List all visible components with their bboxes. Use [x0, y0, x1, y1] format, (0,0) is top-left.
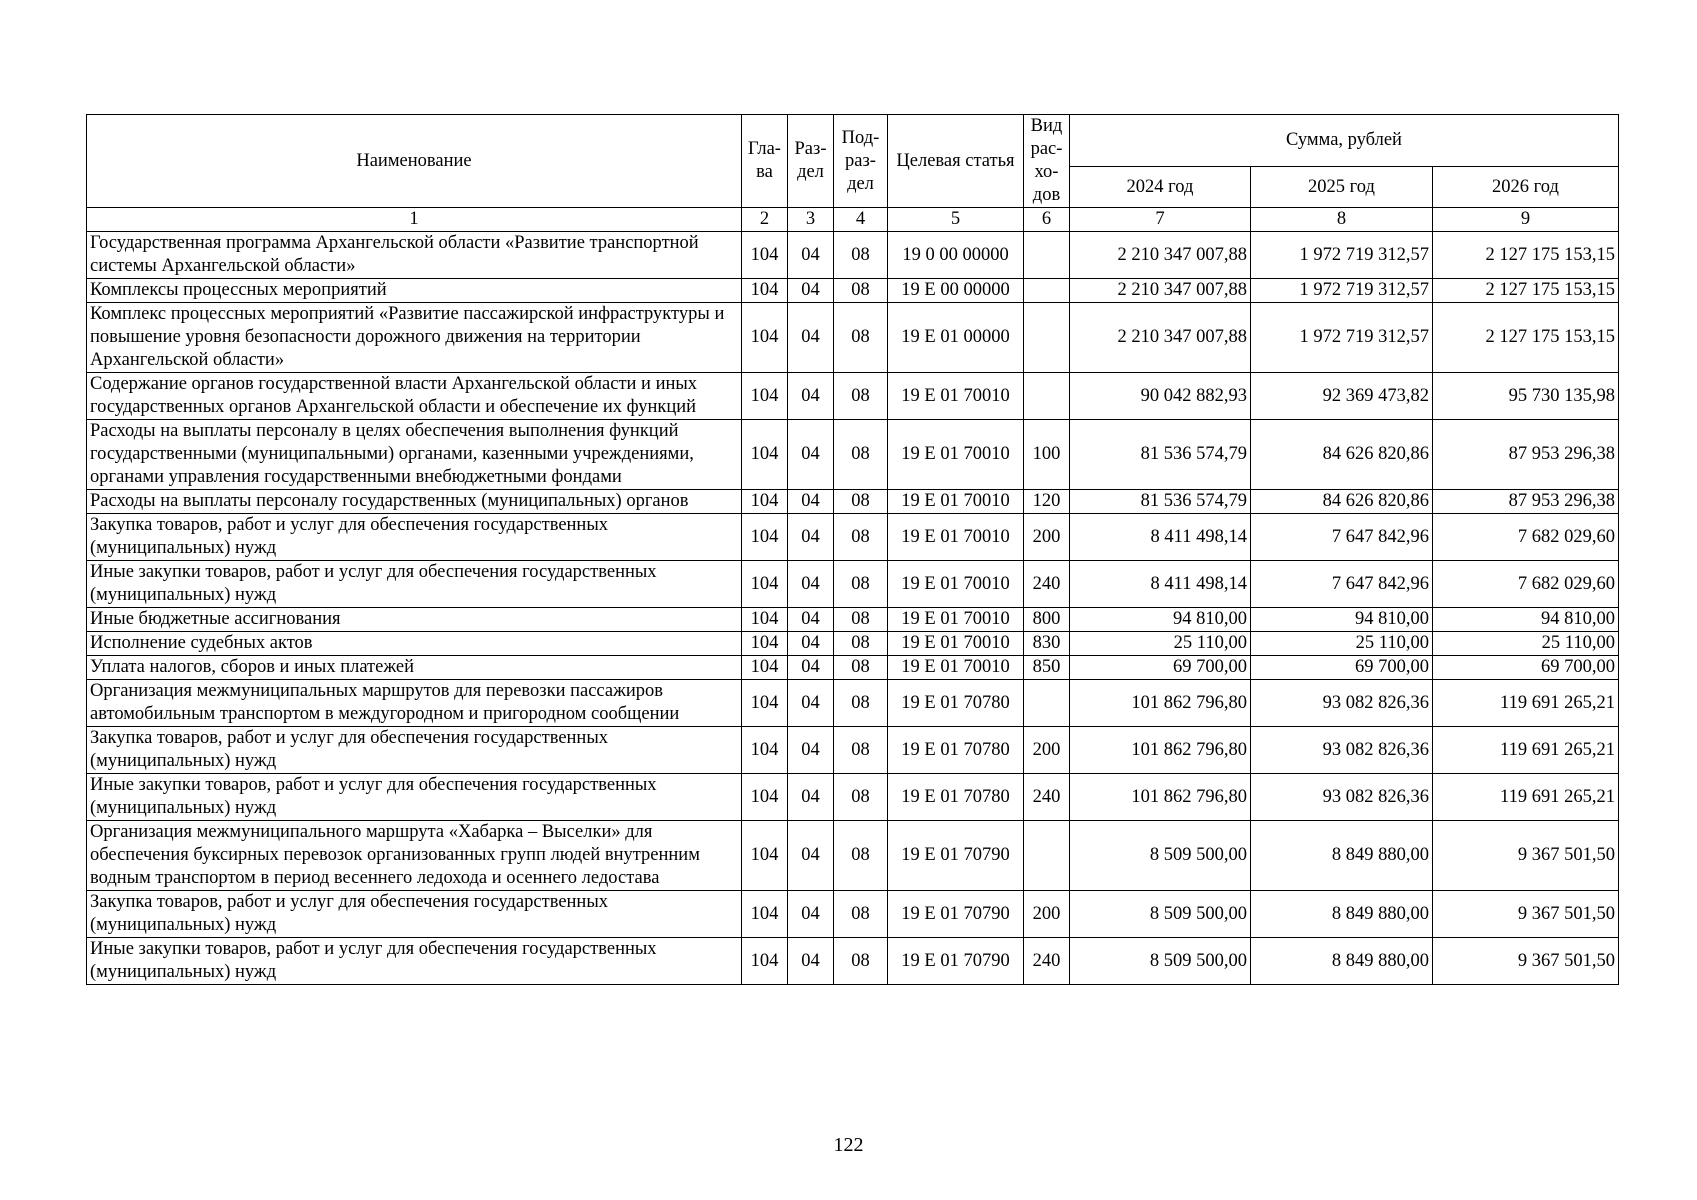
row-amount-2024: 101 862 796,80: [1070, 774, 1251, 821]
row-amount-2025: 1 972 719 312,57: [1251, 279, 1433, 303]
row-name: Иные бюджетные ассигнования: [87, 608, 742, 632]
row-vid: 120: [1024, 490, 1070, 514]
row-tselevaya: 19 Е 01 70010: [888, 420, 1024, 490]
row-amount-2025: 93 082 826,36: [1251, 680, 1433, 727]
row-tselevaya: 19 Е 00 00000: [888, 279, 1024, 303]
table-row: [87, 514, 1619, 561]
row-glava: 104: [742, 232, 788, 279]
row-amount-2026: 94 810,00: [1433, 608, 1619, 632]
column-number: 4: [834, 208, 888, 232]
row-podrazdel: 08: [834, 727, 888, 774]
row-glava: 104: [742, 608, 788, 632]
page-number: 122: [833, 1134, 864, 1156]
row-amount-2025: 7 647 842,96: [1251, 514, 1433, 561]
row-tselevaya: 19 Е 01 70010: [888, 632, 1024, 656]
row-amount-2026: 87 953 296,38: [1433, 490, 1619, 514]
row-vid: 240: [1024, 774, 1070, 821]
row-tselevaya: 19 Е 01 70010: [888, 490, 1024, 514]
column-number-row: [87, 208, 1619, 232]
row-name: Иные закупки товаров, работ и услуг для обеспечения государственных (муниципальных) нужд: [87, 774, 742, 821]
row-name: Содержание органов государственной власти Архангельской области и иных государственных органов Архангельской области и обеспечение их функций: [87, 373, 742, 420]
row-amount-2024: 8 411 498,14: [1070, 514, 1251, 561]
row-tselevaya: 19 Е 01 70010: [888, 561, 1024, 608]
row-vid: 100: [1024, 420, 1070, 490]
row-glava: 104: [742, 774, 788, 821]
row-glava: 104: [742, 821, 788, 891]
row-podrazdel: 08: [834, 891, 888, 938]
row-razdel: 04: [788, 774, 834, 821]
column-number: 8: [1251, 208, 1433, 232]
row-tselevaya: 19 Е 01 70790: [888, 938, 1024, 985]
row-glava: 104: [742, 561, 788, 608]
column-number: 9: [1433, 208, 1619, 232]
table-row: [87, 490, 1619, 514]
column-number: 3: [788, 208, 834, 232]
row-vid: [1024, 232, 1070, 279]
row-amount-2025: 69 700,00: [1251, 656, 1433, 680]
row-tselevaya: 19 Е 01 00000: [888, 303, 1024, 373]
row-name: Комплексы процессных мероприятий: [87, 279, 742, 303]
row-razdel: 04: [788, 891, 834, 938]
row-amount-2025: 93 082 826,36: [1251, 774, 1433, 821]
row-vid: 240: [1024, 938, 1070, 985]
row-podrazdel: 08: [834, 420, 888, 490]
row-amount-2026: 87 953 296,38: [1433, 420, 1619, 490]
row-amount-2026: 119 691 265,21: [1433, 727, 1619, 774]
row-razdel: 04: [788, 279, 834, 303]
row-name: Организация межмуниципальных маршрутов для перевозки пассажиров автомобильным транспортом в междугородном и пригородном сообщении: [87, 680, 742, 727]
row-name: Комплекс процессных мероприятий «Развитие пассажирской инфраструктуры и повышение уровня безопасности дорожного движения на территории Архангельской области»: [87, 303, 742, 373]
row-amount-2025: 25 110,00: [1251, 632, 1433, 656]
row-amount-2024: 2 210 347 007,88: [1070, 279, 1251, 303]
row-amount-2026: 7 682 029,60: [1433, 561, 1619, 608]
row-name: Организация межмуниципального маршрута «Хабарка – Выселки» для обеспечения буксирных перевозок организованных групп людей внутренним водным транспортом в период весеннего ледохода и осеннего ледостава: [87, 821, 742, 891]
row-razdel: 04: [788, 938, 834, 985]
row-podrazdel: 08: [834, 373, 888, 420]
row-vid: [1024, 821, 1070, 891]
row-vid: [1024, 279, 1070, 303]
table-body: [87, 232, 1619, 985]
row-podrazdel: 08: [834, 938, 888, 985]
row-amount-2024: 90 042 882,93: [1070, 373, 1251, 420]
row-podrazdel: 08: [834, 774, 888, 821]
row-razdel: 04: [788, 656, 834, 680]
row-vid: 850: [1024, 656, 1070, 680]
row-amount-2026: 7 682 029,60: [1433, 514, 1619, 561]
row-podrazdel: 08: [834, 608, 888, 632]
row-name: Исполнение судебных актов: [87, 632, 742, 656]
row-glava: 104: [742, 632, 788, 656]
row-amount-2025: 8 849 880,00: [1251, 821, 1433, 891]
row-amount-2024: 25 110,00: [1070, 632, 1251, 656]
row-tselevaya: 19 0 00 00000: [888, 232, 1024, 279]
table-row: [87, 232, 1619, 279]
row-podrazdel: 08: [834, 632, 888, 656]
table-row: [87, 608, 1619, 632]
row-razdel: 04: [788, 561, 834, 608]
row-tselevaya: 19 Е 01 70010: [888, 656, 1024, 680]
row-vid: [1024, 680, 1070, 727]
header-row-main: [87, 115, 1619, 167]
row-tselevaya: 19 Е 01 70780: [888, 680, 1024, 727]
table-row: [87, 279, 1619, 303]
row-glava: 104: [742, 680, 788, 727]
row-glava: 104: [742, 420, 788, 490]
column-number: 1: [87, 208, 742, 232]
row-amount-2024: 101 862 796,80: [1070, 727, 1251, 774]
header-podrazdel: Под-раз-дел: [834, 115, 888, 208]
table-row: [87, 680, 1619, 727]
row-amount-2024: 101 862 796,80: [1070, 680, 1251, 727]
row-vid: 200: [1024, 891, 1070, 938]
budget-table: [86, 114, 1619, 985]
row-podrazdel: 08: [834, 490, 888, 514]
row-tselevaya: 19 Е 01 70780: [888, 774, 1024, 821]
table-row: [87, 373, 1619, 420]
row-amount-2025: 93 082 826,36: [1251, 727, 1433, 774]
row-razdel: 04: [788, 373, 834, 420]
row-amount-2026: 119 691 265,21: [1433, 680, 1619, 727]
row-tselevaya: 19 Е 01 70010: [888, 608, 1024, 632]
row-glava: 104: [742, 727, 788, 774]
row-tselevaya: 19 Е 01 70010: [888, 514, 1024, 561]
row-amount-2024: 8 411 498,14: [1070, 561, 1251, 608]
row-vid: 200: [1024, 514, 1070, 561]
column-number: 5: [888, 208, 1024, 232]
header-year-2024: 2024 год: [1070, 167, 1251, 208]
row-amount-2026: 69 700,00: [1433, 656, 1619, 680]
row-name: Иные закупки товаров, работ и услуг для обеспечения государственных (муниципальных) нужд: [87, 561, 742, 608]
row-podrazdel: 08: [834, 561, 888, 608]
header-tselevaya: Целевая статья: [888, 115, 1024, 208]
row-amount-2026: 25 110,00: [1433, 632, 1619, 656]
table-row: [87, 303, 1619, 373]
row-podrazdel: 08: [834, 656, 888, 680]
row-podrazdel: 08: [834, 232, 888, 279]
row-amount-2024: 8 509 500,00: [1070, 938, 1251, 985]
table-row: [87, 420, 1619, 490]
row-amount-2025: 7 647 842,96: [1251, 561, 1433, 608]
row-amount-2026: 2 127 175 153,15: [1433, 232, 1619, 279]
row-tselevaya: 19 Е 01 70790: [888, 891, 1024, 938]
row-name: Расходы на выплаты персоналу государственных (муниципальных) органов: [87, 490, 742, 514]
row-amount-2024: 2 210 347 007,88: [1070, 303, 1251, 373]
row-glava: 104: [742, 938, 788, 985]
table-row: [87, 774, 1619, 821]
row-name: Закупка товаров, работ и услуг для обеспечения государственных (муниципальных) нужд: [87, 891, 742, 938]
row-tselevaya: 19 Е 01 70010: [888, 373, 1024, 420]
row-glava: 104: [742, 514, 788, 561]
row-glava: 104: [742, 373, 788, 420]
column-number: 6: [1024, 208, 1070, 232]
header-vid: Вид рас-хо-дов: [1024, 115, 1070, 208]
row-name: Закупка товаров, работ и услуг для обеспечения государственных (муниципальных) нужд: [87, 514, 742, 561]
row-vid: 830: [1024, 632, 1070, 656]
row-tselevaya: 19 Е 01 70790: [888, 821, 1024, 891]
row-amount-2024: 8 509 500,00: [1070, 821, 1251, 891]
row-amount-2025: 8 849 880,00: [1251, 891, 1433, 938]
row-amount-2024: 94 810,00: [1070, 608, 1251, 632]
table-row: [87, 561, 1619, 608]
row-razdel: 04: [788, 303, 834, 373]
row-glava: 104: [742, 656, 788, 680]
header-razdel: Раз-дел: [788, 115, 834, 208]
row-podrazdel: 08: [834, 279, 888, 303]
row-podrazdel: 08: [834, 514, 888, 561]
row-amount-2024: 81 536 574,79: [1070, 420, 1251, 490]
row-podrazdel: 08: [834, 303, 888, 373]
row-amount-2025: 92 369 473,82: [1251, 373, 1433, 420]
row-vid: [1024, 303, 1070, 373]
row-podrazdel: 08: [834, 821, 888, 891]
row-razdel: 04: [788, 680, 834, 727]
row-razdel: 04: [788, 727, 834, 774]
row-razdel: 04: [788, 420, 834, 490]
row-razdel: 04: [788, 632, 834, 656]
row-amount-2026: 2 127 175 153,15: [1433, 303, 1619, 373]
row-glava: 104: [742, 490, 788, 514]
row-glava: 104: [742, 891, 788, 938]
row-amount-2026: 9 367 501,50: [1433, 821, 1619, 891]
row-amount-2026: 95 730 135,98: [1433, 373, 1619, 420]
row-razdel: 04: [788, 490, 834, 514]
header-summa: Сумма, рублей: [1070, 115, 1619, 167]
row-amount-2024: 2 210 347 007,88: [1070, 232, 1251, 279]
row-vid: [1024, 373, 1070, 420]
row-amount-2025: 84 626 820,86: [1251, 420, 1433, 490]
row-razdel: 04: [788, 608, 834, 632]
table-row: [87, 891, 1619, 938]
table-row: [87, 727, 1619, 774]
row-podrazdel: 08: [834, 680, 888, 727]
header-year-2026: 2026 год: [1433, 167, 1619, 208]
row-vid: 800: [1024, 608, 1070, 632]
row-amount-2026: 2 127 175 153,15: [1433, 279, 1619, 303]
table-row: [87, 656, 1619, 680]
row-name: Расходы на выплаты персоналу в целях обеспечения выполнения функций государственными (муниципальными) органами, казенными учреждениями, органами управления государственными внебюджетными фондами: [87, 420, 742, 490]
header-glava: Гла-ва: [742, 115, 788, 208]
row-amount-2025: 1 972 719 312,57: [1251, 232, 1433, 279]
row-name: Государственная программа Архангельской области «Развитие транспортной системы Архангельской области»: [87, 232, 742, 279]
row-name: Уплата налогов, сборов и иных платежей: [87, 656, 742, 680]
row-amount-2026: 119 691 265,21: [1433, 774, 1619, 821]
column-number: 7: [1070, 208, 1251, 232]
column-number: 2: [742, 208, 788, 232]
row-tselevaya: 19 Е 01 70780: [888, 727, 1024, 774]
row-razdel: 04: [788, 514, 834, 561]
table-row: [87, 821, 1619, 891]
row-name: Иные закупки товаров, работ и услуг для обеспечения государственных (муниципальных) нужд: [87, 938, 742, 985]
row-amount-2026: 9 367 501,50: [1433, 938, 1619, 985]
row-amount-2024: 69 700,00: [1070, 656, 1251, 680]
header-year-2025: 2025 год: [1251, 167, 1433, 208]
row-amount-2024: 81 536 574,79: [1070, 490, 1251, 514]
row-razdel: 04: [788, 232, 834, 279]
header-name: Наименование: [87, 115, 742, 208]
row-amount-2025: 84 626 820,86: [1251, 490, 1433, 514]
row-amount-2024: 8 509 500,00: [1070, 891, 1251, 938]
row-amount-2025: 1 972 719 312,57: [1251, 303, 1433, 373]
table-row: [87, 632, 1619, 656]
row-amount-2025: 8 849 880,00: [1251, 938, 1433, 985]
row-glava: 104: [742, 303, 788, 373]
row-vid: 200: [1024, 727, 1070, 774]
row-amount-2026: 9 367 501,50: [1433, 891, 1619, 938]
row-glava: 104: [742, 279, 788, 303]
row-vid: 240: [1024, 561, 1070, 608]
table-row: [87, 938, 1619, 985]
row-amount-2025: 94 810,00: [1251, 608, 1433, 632]
row-razdel: 04: [788, 821, 834, 891]
row-name: Закупка товаров, работ и услуг для обеспечения государственных (муниципальных) нужд: [87, 727, 742, 774]
